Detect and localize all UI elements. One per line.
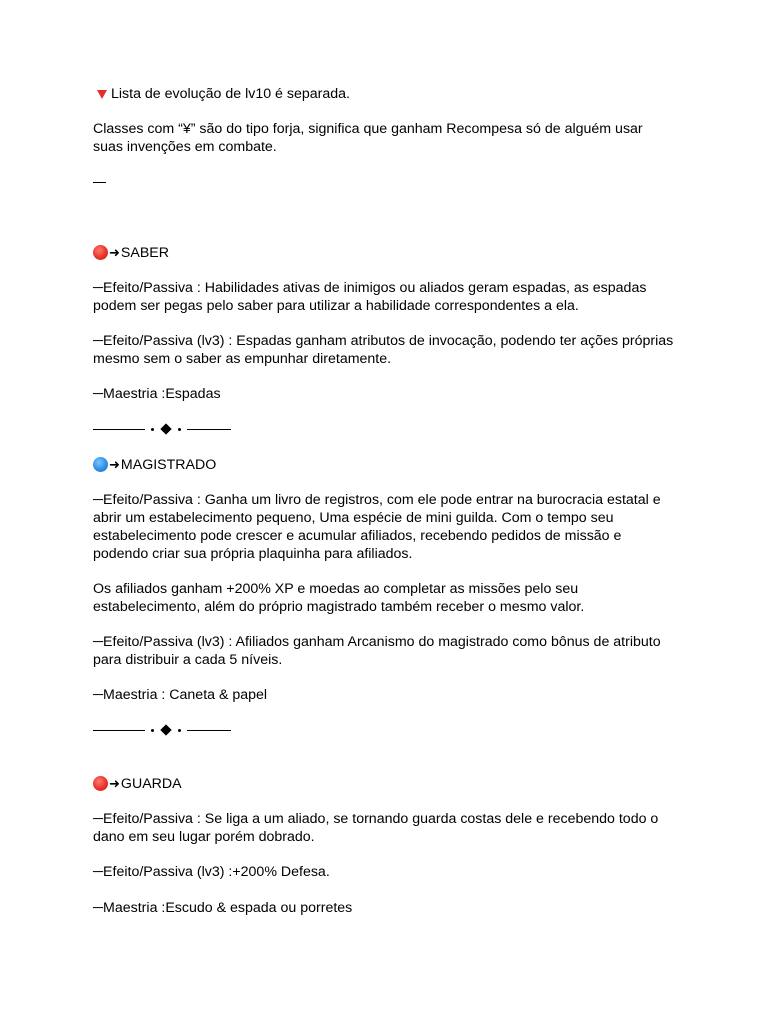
magistrado-affiliates-line-1: Os afiliados ganham +200% XP e moedas ao completar as missões pelo seu xyxy=(93,581,579,597)
section-divider xyxy=(93,723,231,741)
red-triangle-down-icon xyxy=(97,90,107,99)
magistrado-lv3-line-2: para distribuir a cada 5 níveis. xyxy=(93,652,283,668)
magistrado-effect-line-3: estabelecimento pode crescer e acumular afiliados, recebendo pedidos de missão e xyxy=(93,528,622,544)
magistrado-heading xyxy=(93,457,216,475)
diamond-icon xyxy=(160,724,171,735)
intro-separator xyxy=(93,175,106,193)
guarda-mastery: ─Maestria :Escudo & espada ou porretes xyxy=(93,900,353,916)
section-divider xyxy=(93,422,231,440)
guarda-effect-line-1: ─Efeito/Passiva : Se liga a um aliado, se tornando guarda costas dele e recebendo todo o xyxy=(93,811,659,827)
saber-title: SABER xyxy=(120,245,170,261)
red-circle-icon xyxy=(93,776,108,791)
magistrado-effect-line-2: abrir um estabelecimento pequeno, Uma espécie de mini guilda. Com o tempo seu xyxy=(93,510,614,526)
red-circle-icon xyxy=(93,245,108,260)
magistrado-effect-line-1: ─Efeito/Passiva : Ganha um livro de registros, com ele pode entrar na burocracia estatal e xyxy=(93,492,661,508)
forge-note-line-2: suas invenções em combate. xyxy=(93,139,277,155)
blue-circle-icon xyxy=(93,457,108,472)
guarda-heading xyxy=(93,776,182,794)
evolution-note-text: Lista de evolução de lv10 é separada. xyxy=(111,86,350,102)
magistrado-lv3-line-1: ─Efeito/Passiva (lv3) : Afiliados ganham Arcanismo do magistrado como bônus de atributo xyxy=(93,634,661,650)
guarda-lv3: ─Efeito/Passiva (lv3) :+200% Defesa. xyxy=(93,864,330,880)
saber-effect-line-1: ─Efeito/Passiva : Habilidades ativas de inimigos ou aliados geram espadas, as espadas xyxy=(93,280,647,296)
saber-lv3-line-2: mesmo sem o saber as empunhar diretamente. xyxy=(93,351,392,367)
evolution-note xyxy=(94,86,350,104)
magistrado-affiliates-line-2: estabelecimento, além do próprio magistrado também receber o mesmo valor. xyxy=(93,599,585,615)
saber-lv3-line-1: ─Efeito/Passiva (lv3) : Espadas ganham atributos de invocação, podendo ter ações próprias xyxy=(93,333,674,349)
magistrado-title: MAGISTRADO xyxy=(120,457,217,473)
saber-heading xyxy=(93,245,169,263)
guarda-title: GUARDA xyxy=(120,776,182,792)
magistrado-effect-line-4: podendo criar sua própria plaquinha para afiliados. xyxy=(93,546,413,562)
guarda-effect-line-2: dano em seu lugar porém dobrado. xyxy=(93,829,315,845)
magistrado-mastery: ─Maestria : Caneta & papel xyxy=(93,687,268,703)
right-arrow-icon: ➜ xyxy=(109,458,120,473)
saber-mastery: ─Maestria :Espadas xyxy=(93,386,221,402)
diamond-icon xyxy=(160,423,171,434)
right-arrow-icon: ➜ xyxy=(109,246,120,261)
saber-effect-line-2: podem ser pegas pelo saber para utilizar a habilidade correspondentes a ela. xyxy=(93,298,579,314)
forge-note-line-1: Classes com “¥” são do tipo forja, significa que ganham Recompesa só de alguém usar xyxy=(93,121,643,137)
dash-separator xyxy=(93,182,106,183)
right-arrow-icon: ➜ xyxy=(109,777,120,792)
